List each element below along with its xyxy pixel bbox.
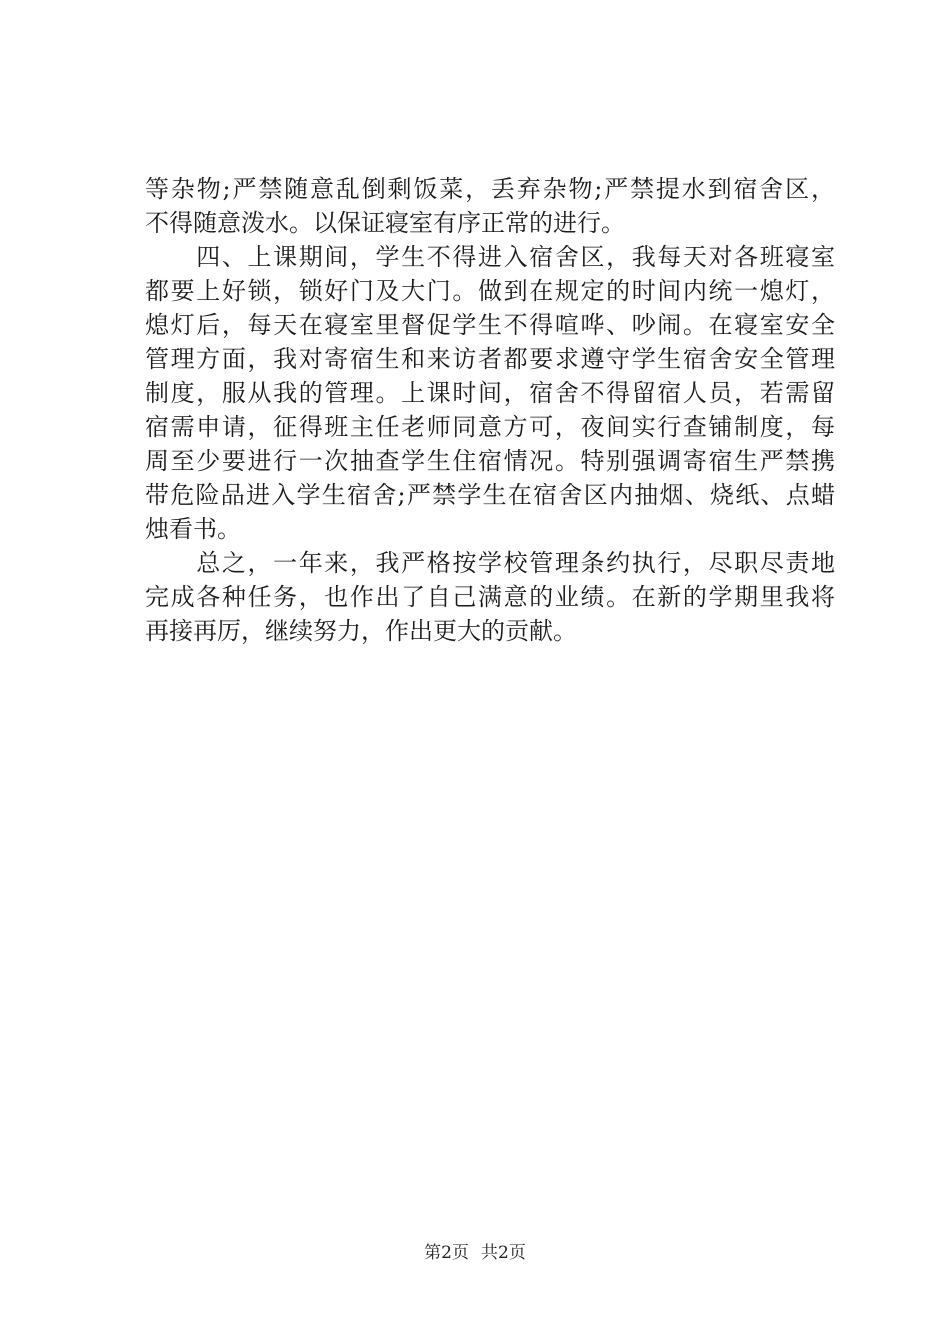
text-line: 等杂物;严禁随意乱倒剩饭菜，丢弃杂物;严禁提水到宿舍区， <box>145 175 835 203</box>
text-line: 再接再厉，继续努力，作出更大的贡献。 <box>145 617 577 645</box>
text-line: 管理方面，我对寄宿生和来访者都要求遵守学生宿舍安全管理 <box>145 345 835 373</box>
text-line: 都要上好锁，锁好门及大门。做到在规定的时间内统一熄灯， <box>145 277 835 305</box>
text-line: 完成各种任务，也作出了自己满意的业绩。在新的学期里我将 <box>145 583 835 611</box>
document-body <box>145 172 835 648</box>
text-line: 总之，一年来，我严格按学校管理条约执行，尽职尽责地 <box>145 549 835 577</box>
text-line: 周至少要进行一次抽查学生住宿情况。特别强调寄宿生严禁携 <box>145 447 835 475</box>
text-line: 带危险品进入学生宿舍;严禁学生在宿舍区内抽烟、烧纸、点蜡 <box>145 481 835 509</box>
text-line: 熄灯后，每天在寝室里督促学生不得喧哗、吵闹。在寝室安全 <box>145 311 835 339</box>
page-footer <box>0 1242 950 1264</box>
text-line: 制度，服从我的管理。上课时间，宿舍不得留宿人员，若需留 <box>145 379 835 407</box>
text-line: 四、上课期间，学生不得进入宿舍区，我每天对各班寝室 <box>145 243 835 271</box>
page-number-current: 第2页 <box>424 1243 469 1263</box>
text-line: 不得随意泼水。以保证寝室有序正常的进行。 <box>145 209 625 237</box>
text-line: 宿需申请，征得班主任老师同意方可，夜间实行查铺制度，每 <box>145 413 835 441</box>
text-line: 烛看书。 <box>145 515 241 543</box>
page-number-total: 共2页 <box>481 1243 526 1263</box>
